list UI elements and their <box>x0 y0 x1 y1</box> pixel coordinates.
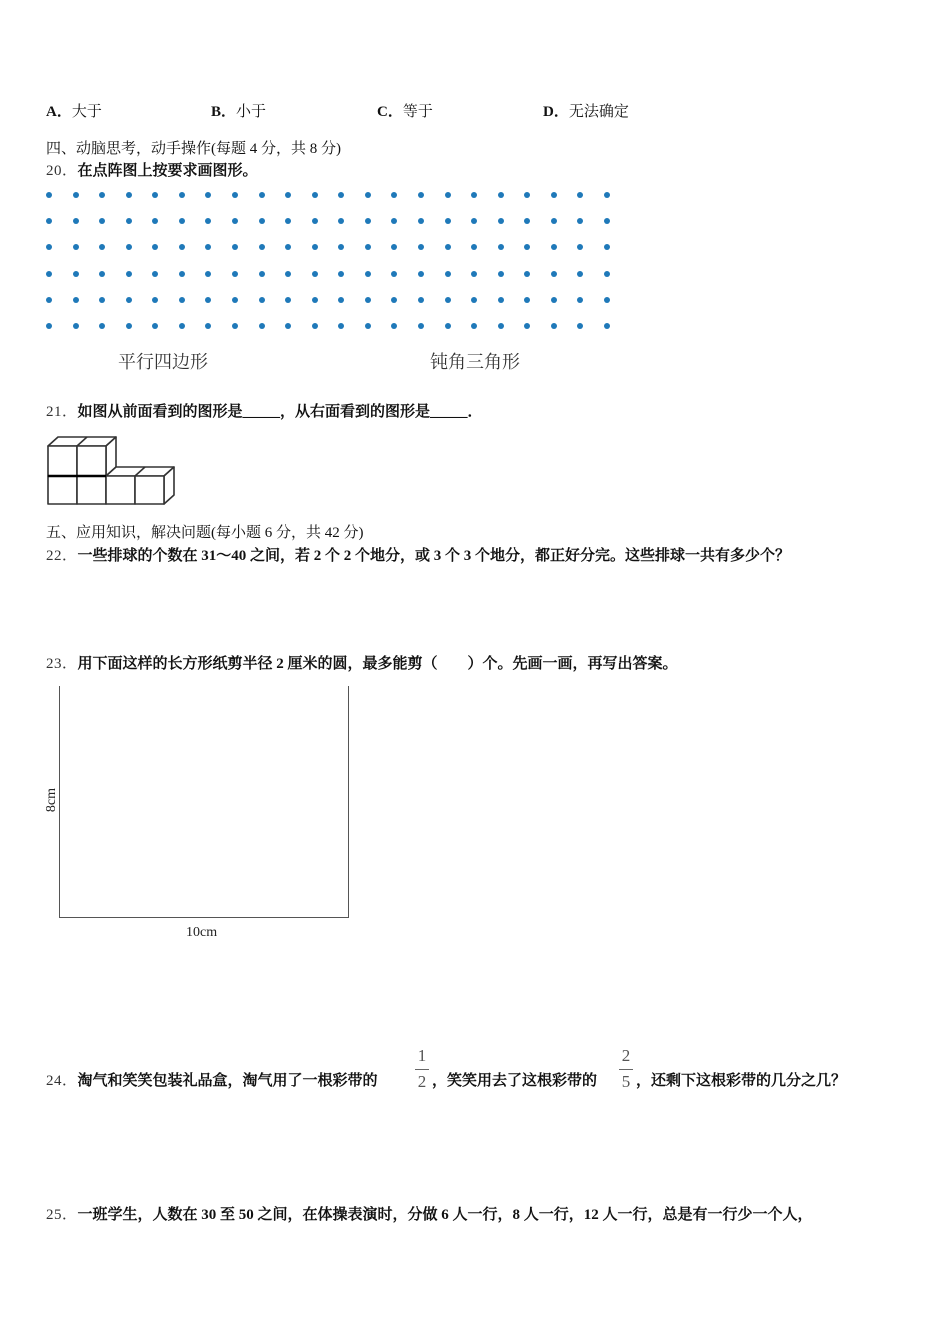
grid-dot[interactable] <box>445 244 451 250</box>
option-d <box>543 103 629 121</box>
grid-dot[interactable] <box>471 323 477 329</box>
section-5-title: 五、应用知识，解决问题(每小题 6 分，共 42 分) <box>46 525 364 541</box>
rectangle-bottom-edge <box>59 917 349 918</box>
grid-dot[interactable] <box>259 323 265 329</box>
grid-dot[interactable] <box>99 323 105 329</box>
grid-dot[interactable] <box>551 244 557 250</box>
grid-dot[interactable] <box>391 271 397 277</box>
grid-dot[interactable] <box>259 271 265 277</box>
grid-dot[interactable] <box>445 192 451 198</box>
grid-dot[interactable] <box>391 323 397 329</box>
cube-stack-figure <box>40 430 185 515</box>
grid-dot[interactable] <box>551 297 557 303</box>
grid-dot[interactable] <box>498 218 504 224</box>
grid-dot[interactable] <box>391 218 397 224</box>
height-label: 8cm <box>44 787 59 813</box>
grid-dot[interactable] <box>498 271 504 277</box>
grid-dot[interactable] <box>205 218 211 224</box>
question-21 <box>46 403 483 421</box>
grid-dot[interactable] <box>391 244 397 250</box>
grid-dot[interactable] <box>524 192 530 198</box>
grid-dot[interactable] <box>285 297 291 303</box>
grid-dot[interactable] <box>205 323 211 329</box>
question-text-part1: 淘气和笑笑包装礼品盒，淘气用了一根彩带的 <box>77 1073 378 1089</box>
grid-dot[interactable] <box>312 297 318 303</box>
grid-dot[interactable] <box>445 218 451 224</box>
grid-dot[interactable] <box>152 297 158 303</box>
grid-dot[interactable] <box>179 297 185 303</box>
option-c-letter: C． <box>377 104 403 120</box>
question-number: 21． <box>46 404 78 420</box>
grid-dot[interactable] <box>179 271 185 277</box>
option-a <box>46 103 102 121</box>
grid-dot[interactable] <box>152 192 158 198</box>
grid-dot[interactable] <box>338 218 344 224</box>
question-20 <box>46 162 258 180</box>
grid-dot[interactable] <box>418 323 424 329</box>
grid-dot[interactable] <box>498 323 504 329</box>
grid-dot[interactable] <box>73 271 79 277</box>
grid-dot[interactable] <box>73 218 79 224</box>
option-c <box>377 103 433 121</box>
option-b-text: 小于 <box>236 104 267 120</box>
grid-dot[interactable] <box>418 244 424 250</box>
question-text: 在点阵图上按要求画图形。 <box>77 163 258 179</box>
grid-dot[interactable] <box>577 323 583 329</box>
grid-dot[interactable] <box>126 297 132 303</box>
grid-dot[interactable] <box>551 192 557 198</box>
grid-dot[interactable] <box>604 244 610 250</box>
grid-dot[interactable] <box>418 297 424 303</box>
grid-label-obtuse-triangle: 钝角三角形 <box>430 352 520 372</box>
grid-dot[interactable] <box>312 271 318 277</box>
grid-dot[interactable] <box>46 271 52 277</box>
grid-dot[interactable] <box>338 271 344 277</box>
grid-dot[interactable] <box>418 192 424 198</box>
grid-dot[interactable] <box>577 192 583 198</box>
grid-dot[interactable] <box>365 218 371 224</box>
question-text: 用下面这样的长方形纸剪半径 2 厘米的圆，最多能剪（ ）个。先画一画，再写出答案。 <box>77 656 678 672</box>
fraction-one-half <box>415 1047 429 1091</box>
grid-dot[interactable] <box>152 271 158 277</box>
grid-dot[interactable] <box>312 244 318 250</box>
grid-dot[interactable] <box>471 192 477 198</box>
question-number: 23． <box>46 656 78 672</box>
rectangle-right-edge <box>348 686 349 918</box>
grid-dot[interactable] <box>232 218 238 224</box>
grid-dot[interactable] <box>46 323 52 329</box>
grid-dot[interactable] <box>232 192 238 198</box>
grid-dot[interactable] <box>285 218 291 224</box>
grid-dot[interactable] <box>232 244 238 250</box>
grid-dot[interactable] <box>524 323 530 329</box>
question-23 <box>46 655 678 673</box>
grid-dot[interactable] <box>391 192 397 198</box>
grid-dot[interactable] <box>445 271 451 277</box>
grid-dot[interactable] <box>365 271 371 277</box>
option-d-text: 无法确定 <box>568 104 629 120</box>
option-b <box>211 103 266 121</box>
grid-dot[interactable] <box>179 218 185 224</box>
grid-dot[interactable] <box>551 323 557 329</box>
grid-dot[interactable] <box>604 271 610 277</box>
grid-dot[interactable] <box>365 297 371 303</box>
grid-dot[interactable] <box>205 244 211 250</box>
grid-dot[interactable] <box>524 297 530 303</box>
grid-dot[interactable] <box>312 192 318 198</box>
grid-dot[interactable] <box>312 323 318 329</box>
grid-dot[interactable] <box>604 218 610 224</box>
grid-dot[interactable] <box>152 218 158 224</box>
question-number: 20． <box>46 163 78 179</box>
grid-dot[interactable] <box>46 192 52 198</box>
grid-dot[interactable] <box>338 323 344 329</box>
grid-dot[interactable] <box>259 244 265 250</box>
grid-dot[interactable] <box>365 192 371 198</box>
grid-dot[interactable] <box>418 271 424 277</box>
option-d-letter: D． <box>543 104 569 120</box>
grid-dot[interactable] <box>152 323 158 329</box>
grid-dot[interactable] <box>126 244 132 250</box>
grid-dot[interactable] <box>604 323 610 329</box>
grid-dot[interactable] <box>471 297 477 303</box>
grid-dot[interactable] <box>99 244 105 250</box>
option-a-letter: A． <box>46 104 72 120</box>
grid-dot[interactable] <box>73 297 79 303</box>
grid-dot[interactable] <box>126 192 132 198</box>
grid-dot[interactable] <box>471 271 477 277</box>
question-text: 一班学生，人数在 30 至 50 之间，在体操表演时，分做 6 人一行，8 人一行，12 人一行，总是有一行少一个人， <box>77 1207 813 1223</box>
grid-dot[interactable] <box>46 297 52 303</box>
question-22 <box>46 547 790 565</box>
fraction-denominator: 2 <box>417 1072 427 1091</box>
grid-dot[interactable] <box>498 297 504 303</box>
grid-dot[interactable] <box>99 218 105 224</box>
grid-dot[interactable] <box>46 244 52 250</box>
grid-dot[interactable] <box>445 297 451 303</box>
grid-dot[interactable] <box>524 271 530 277</box>
grid-dot[interactable] <box>232 271 238 277</box>
grid-dot[interactable] <box>285 323 291 329</box>
grid-dot[interactable] <box>179 323 185 329</box>
grid-dot[interactable] <box>471 218 477 224</box>
fraction-bar <box>619 1069 633 1070</box>
question-text-part3: ，还剩下这根彩带的几分之几？ <box>636 1073 847 1089</box>
grid-dot[interactable] <box>205 297 211 303</box>
grid-dot[interactable] <box>365 323 371 329</box>
section-4-title: 四、动脑思考，动手操作(每题 4 分，共 8 分) <box>46 141 341 157</box>
grid-dot[interactable] <box>365 244 371 250</box>
grid-dot[interactable] <box>73 323 79 329</box>
grid-dot[interactable] <box>604 297 610 303</box>
grid-dot[interactable] <box>471 244 477 250</box>
question-24-cont <box>432 1072 597 1090</box>
grid-dot[interactable] <box>338 244 344 250</box>
grid-dot[interactable] <box>232 297 238 303</box>
grid-dot[interactable] <box>232 323 238 329</box>
fraction-denominator: 5 <box>621 1072 631 1091</box>
question-24-end <box>636 1072 846 1090</box>
fraction-two-fifths <box>619 1047 633 1091</box>
grid-dot[interactable] <box>418 218 424 224</box>
grid-dot[interactable] <box>179 244 185 250</box>
grid-dot[interactable] <box>205 192 211 198</box>
grid-dot[interactable] <box>604 192 610 198</box>
grid-dot[interactable] <box>577 218 583 224</box>
grid-dot[interactable] <box>99 271 105 277</box>
grid-label-parallelogram: 平行四边形 <box>118 352 208 372</box>
grid-dot[interactable] <box>551 218 557 224</box>
grid-dot[interactable] <box>338 297 344 303</box>
grid-dot[interactable] <box>498 244 504 250</box>
grid-dot[interactable] <box>445 323 451 329</box>
fraction-bar <box>415 1069 429 1070</box>
grid-dot[interactable] <box>126 218 132 224</box>
grid-dot[interactable] <box>524 244 530 250</box>
grid-dot[interactable] <box>551 271 557 277</box>
grid-dot[interactable] <box>46 218 52 224</box>
option-b-letter: B． <box>211 104 237 120</box>
grid-dot[interactable] <box>205 271 211 277</box>
fraction-numerator: 2 <box>621 1046 631 1065</box>
grid-dot[interactable] <box>259 218 265 224</box>
grid-dot[interactable] <box>126 271 132 277</box>
grid-dot[interactable] <box>524 218 530 224</box>
grid-dot[interactable] <box>577 297 583 303</box>
grid-dot[interactable] <box>152 244 158 250</box>
grid-dot[interactable] <box>285 192 291 198</box>
grid-dot[interactable] <box>577 244 583 250</box>
option-c-text: 等于 <box>402 104 433 120</box>
question-text-part2: ，笑笑用去了这根彩带的 <box>432 1073 598 1089</box>
grid-dot[interactable] <box>285 271 291 277</box>
grid-dot[interactable] <box>259 192 265 198</box>
question-number: 25． <box>46 1207 78 1223</box>
grid-dot[interactable] <box>99 297 105 303</box>
question-24 <box>46 1072 378 1090</box>
grid-dot[interactable] <box>99 192 105 198</box>
question-text: 一些排球的个数在 31～40 之间，若 2 个 2 个地分，或 3 个 3 个地分，都正好分完。这些排球一共有多少个？ <box>77 548 791 564</box>
question-number: 22． <box>46 548 78 564</box>
grid-dot[interactable] <box>179 192 185 198</box>
question-text: 如图从前面看到的图形是_____，从右面看到的图形是_____． <box>77 404 483 420</box>
grid-dot[interactable] <box>577 271 583 277</box>
grid-dot[interactable] <box>285 244 291 250</box>
question-number: 24． <box>46 1073 78 1089</box>
grid-dot[interactable] <box>312 218 318 224</box>
option-a-text: 大于 <box>71 104 102 120</box>
grid-dot[interactable] <box>73 244 79 250</box>
width-label: 10cm <box>186 925 218 940</box>
fraction-numerator: 1 <box>417 1046 427 1065</box>
grid-dot[interactable] <box>126 323 132 329</box>
question-25 <box>46 1206 813 1224</box>
grid-dot[interactable] <box>338 192 344 198</box>
grid-dot[interactable] <box>391 297 397 303</box>
grid-dot[interactable] <box>73 192 79 198</box>
grid-dot[interactable] <box>259 297 265 303</box>
grid-dot[interactable] <box>498 192 504 198</box>
